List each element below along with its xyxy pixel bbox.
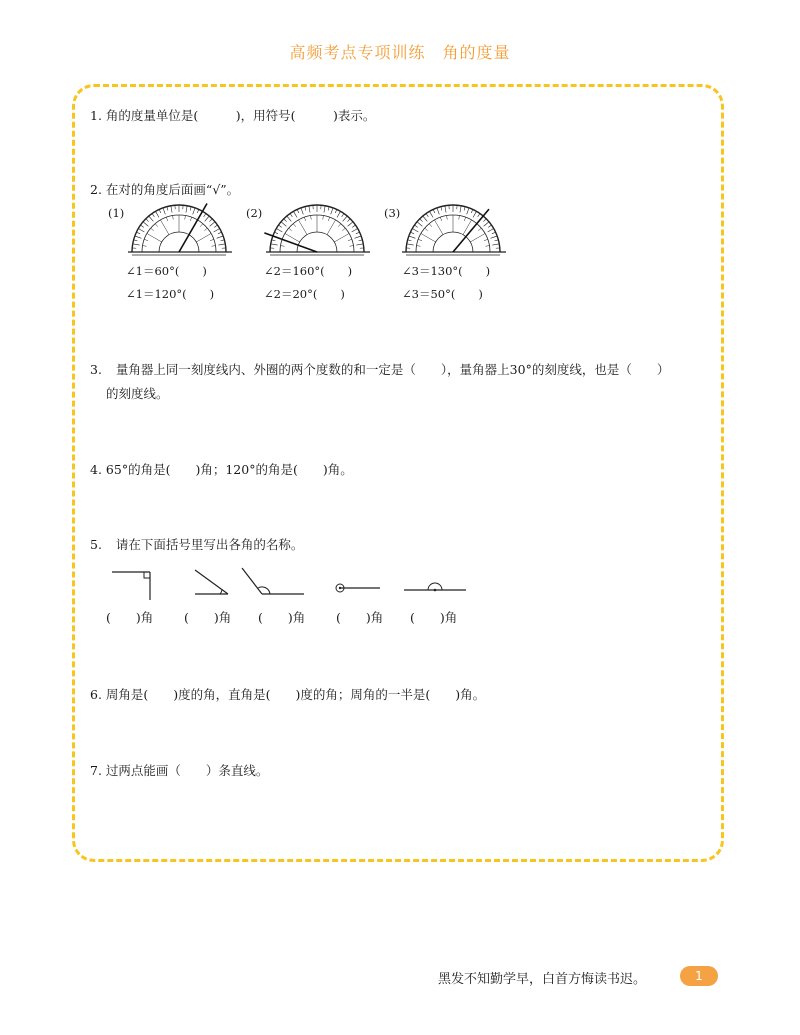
option-2a: ∠2＝160°( ) <box>264 264 353 278</box>
angle-answer-5: ( )角 <box>410 610 458 625</box>
angle-answer-4: ( )角 <box>336 610 384 625</box>
straight-angle-figure <box>404 583 466 591</box>
angle-answer-2: ( )角 <box>184 610 232 625</box>
question-text: 65°的角是( )角；120°的角是( )角。 <box>105 462 353 477</box>
question-text: 在对的角度后面画“√”。 <box>105 182 240 197</box>
obtuse-angle-figure <box>242 568 304 594</box>
figure-label-3: (3) <box>384 206 401 220</box>
question-4 <box>90 460 353 480</box>
figure-label-1: (1) <box>108 206 125 220</box>
question-1 <box>90 106 375 126</box>
question-text: 周角是( )度的角，直角是( )度的角；周角的一半是( )角。 <box>105 687 486 702</box>
footer-motto: 黑发不知勤学早，白首方悔读书迟。 <box>438 972 647 987</box>
figure-label-2: (2) <box>246 206 263 220</box>
page-number-badge: 1 <box>680 966 718 986</box>
protractor-figure-3 <box>398 202 508 262</box>
angle-answer-1: ( )角 <box>106 610 154 625</box>
page-title: 高频考点专项训练 角的度量 <box>289 43 511 62</box>
option-3a: ∠3＝130°( ) <box>402 264 491 278</box>
option-2b: ∠2＝20°( ) <box>264 287 345 301</box>
question-6 <box>90 685 485 705</box>
question-5 <box>90 535 303 555</box>
option-1a: ∠1＝60°( ) <box>126 264 207 278</box>
question-number: 1. <box>90 108 102 123</box>
ray-angle-figure <box>336 584 380 592</box>
question-number: 6. <box>90 687 102 702</box>
question-text-line-1: 量角器上同一刻度线内、外圈的两个度数的和一定是（ ），量角器上30°的刻度线，也是（ ） <box>115 362 670 377</box>
question-number: 3. <box>90 362 102 377</box>
question-text: 过两点能画（ ）条直线。 <box>105 763 269 778</box>
acute-angle-figure <box>195 570 228 594</box>
protractor-figure-2 <box>262 202 372 262</box>
question-text: 请在下面括号里写出各角的名称。 <box>115 537 304 552</box>
option-1b: ∠1＝120°( ) <box>126 287 215 301</box>
question-3 <box>90 360 669 380</box>
question-number: 5. <box>90 537 102 552</box>
question-2 <box>90 180 239 200</box>
right-angle-figure <box>112 572 150 600</box>
question-3-line-2: 的刻度线。 <box>106 386 169 401</box>
question-number: 2. <box>90 182 102 197</box>
angle-answer-3: ( )角 <box>258 610 306 625</box>
protractor-figure-1 <box>124 202 234 262</box>
question-number: 4. <box>90 462 102 477</box>
option-3b: ∠3＝50°( ) <box>402 287 483 301</box>
question-number: 7. <box>90 763 102 778</box>
question-text: 角的度量单位是( )，用符号( )表示。 <box>105 108 376 123</box>
question-7 <box>90 761 268 781</box>
angle-figures <box>100 560 480 610</box>
